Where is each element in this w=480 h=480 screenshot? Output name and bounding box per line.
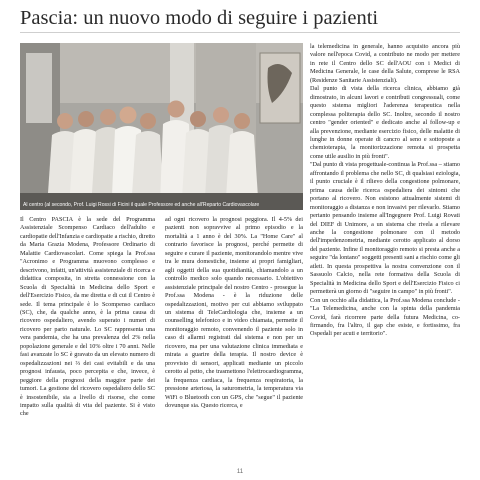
article-column-right (310, 43, 460, 339)
article-headline: Pascia: un nuovo modo di seguire i pazienti (20, 7, 379, 29)
photo-caption: Al centro (al secondo, Prof. Luigi Rossi di Ficini il quale Professore ed anche all'Reparto Cardiovascolare (23, 202, 260, 208)
headline-divider (20, 32, 460, 33)
paragraph: la telemedicina in generale, hanno acquisito ancora più valore nell'epoca Covid, a contributo ne modo per mettere in rete il Centro dello SC dell'AOU con i Medici di Medicina Generale, le case della Salute, comprese le RSA (Residenze Sanitarie Assistenziali). (310, 43, 460, 84)
article-column-middle (165, 216, 303, 410)
team-photo-illustration (20, 43, 303, 210)
paragraph: ad ogni ricovero la prognosi peggiora. Il 4-5% dei pazienti non sopravvive al primo episodio e la mortalità a 1 anno è del 30%. La "Home Care" al contrario favorisce la prognosi, perché permette di seguire e curare il paziente, monitorandolo mentre vive tra le mura domestiche, insieme ai propri famigliari, agli oggetti della sua quotidianità, chiamandolo a un controllo medico solo quando necessario. L'obiettivo assistenziale principale del nostro Centro - prosegue la Prof.ssa Modena - è la riduzione delle ospedalizzazioni, motivo per cui abbiamo sviluppato un sistema di TeleCardiologia che, insieme a un counselling telefonico e in video chiamata, permette il monitoraggio remoto, convenendo il paziente solo in caso di allarmi registrati dal sistema e non per un ricovero, ma per una valutazione clinica immediata e mirata a guarire della terapia. Il nostro device è provvisto di sensori, applicati mediante un piccolo cerotto al petto, che trasmettono l'elettrocardiogramma, la frequenza cardiaca, la frequenza respiratoria, la pressione arteriosa, la saturometria, la temperatura via WiFi o Bluetooth con un GPS, che "segue" il paziente dovunque sia. Questo ricerca, e (165, 216, 303, 409)
paragraph: Il Centro PASCIA è la sede del Programma Assistenziale Scompenso Cardiaco dell'adulto e cardiopatie dell'Infanzia e cardiopatie a rischio, diretto da Maria Grazia Modena, Professore Ordinario di Malattie Cardiovascolari. Come spiega la Prof.ssa "Acronimo e Programma muovono complesso e descrivono, infatti, un'attività assistenziale di ricerca e didattica composita, in stretta connessione con la Scuola di Specialità in Medicina dello Sport e dell'Esercizio Fisico, da me diretta e di cui il Centro è sede. Il tema principale è lo Scompenso cardiaco (SC), che, da qualche anno, è la prima causa di ricovero ospedaliero, avendo superato i numeri di ricovero per parto naturale. Lo SC rappresenta una vera pandemia, che ha una prevalenza del 2% nella popolazione generale e del 10% oltre i 70 anni. Nelle fasi avanzate lo SC è gravato da un elevato numero di ospedalizzazioni nei ⅔ dei casi evitabili e da una prognosi infausta, poco percepita e che, invece, è peggiore della prognosi della maggior parte dei tumori. La gestione del ricovero ospedaliero dello SC è insostenibile, sia a livello di risorse, che come impatto sulla qualità di vita del paziente. Si è visto che (20, 216, 155, 418)
article-column-left (20, 216, 155, 419)
paragraph: Dal punto di vista della ricerca clinica, abbiamo già dimostrato, in alcuni lavori e contributi congressuali, come questo sistema migliori l'aderenza terapeutica nella complessa politerapia dello SC. Inoltre, secondo il nostro centro "gender oriented" e dedicato anche al follow-up e alla prevenzione, mediante esercizio fisico, delle malattie di lunghe in donne operate di cancro al seno e sottoposte a chemioterapia, la monitorizzazione remota si prospetta come utile ausilio in più fronti". (310, 85, 460, 160)
paragraph: Con un occhio alla didattica, la Prof.ssa Modena conclude - "La Telemedicina, anche con la spinta della pandemia Covid, farà ricorrere parte della futura Medicina, co-firmando, fra l'altro, il gap che esiste, e fortissimo, fra Ospedali per acuti e territorio". (310, 296, 460, 338)
team-photo (20, 43, 303, 210)
paragraph: "Dal punto di vista progettuale-continua la Prof.ssa – stiamo affrontando il problema che nello SC, di qualsiasi eziologia, il punto cruciale è il rilievo della congestione polmonare, prima causa delle ricerca ospedaliera dei sintomi che portano al ricovero. Non esistono attualmente sistemi di monitoraggio a distanza e non invasivi per rilevarlo. Stiamo pertanto pensando insieme all'Ingegnere Prof. Luigi Rovati del DIEF di Unimore, a un sistema che rivela a rilevare anche la congestione polmonare con il metodo dell'impedenzometria, mediante cerotto applicato al dorso del paziente. Infine il monitoraggio remoto si presta anche a seguire "da lontano" soggetti presenti sani a rischio come gli atleti. In questa prospettiva la nostra convenzione con il Sassuolo Calcio, nella rete formativa della Scuola di Specialità in Medicina dello Sport e dell'Esercizio Fisico ci permetterà un giorno di "seguire in campo" in più fronti". (310, 161, 460, 296)
page-number: 11 (236, 469, 244, 475)
